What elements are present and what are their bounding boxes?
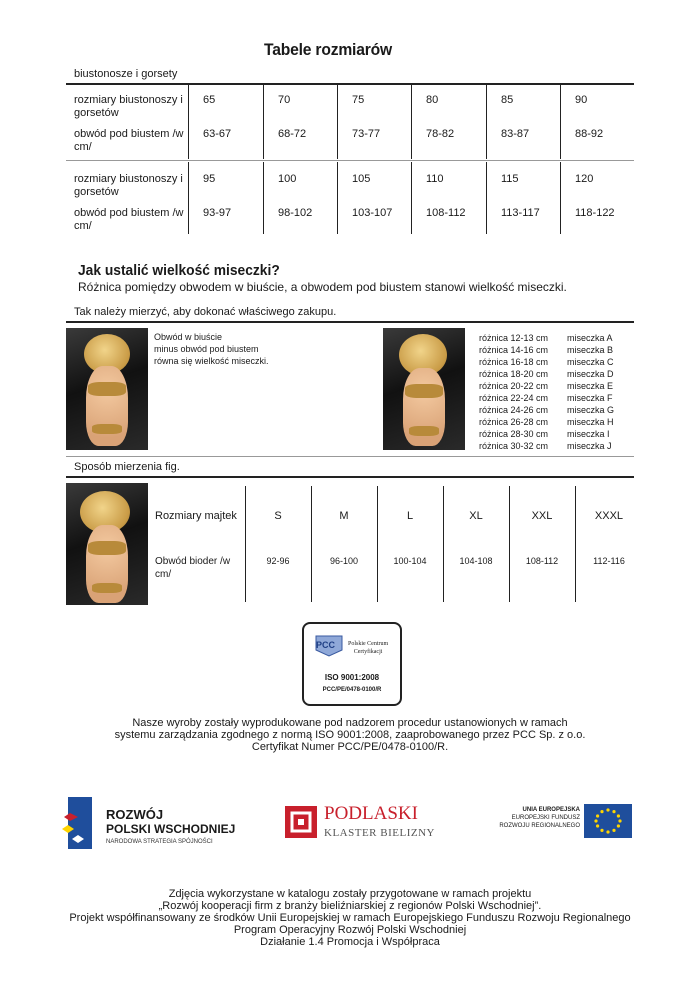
hip-label: Obwód bioder /w cm/ [155, 556, 231, 580]
table-cell: 120 [575, 173, 594, 185]
rpw-logo [60, 795, 260, 855]
figure-label: Sposób mierzenia fig. [74, 461, 180, 473]
table-cell: 108-112 [426, 207, 466, 219]
list-item: różnica 22-24 cm miseczka F [479, 393, 613, 403]
table-cell: 88-92 [575, 128, 604, 140]
table-cell: 63-67 [203, 128, 232, 140]
table-cell: 83-87 [501, 128, 530, 140]
size-label: Rozmiary majtek [155, 510, 237, 522]
list-item: różnica 24-26 cm miseczka G [479, 405, 615, 415]
row-label: obwód pod biustem /w cm/ [74, 128, 184, 153]
footer [0, 888, 700, 948]
rpw-logo-text: NARODOWA STRATEGIA SPÓJNOŚCI [106, 839, 213, 845]
divider [66, 476, 634, 478]
table-cell: 90 [575, 94, 588, 106]
table-cell: 100-104 [393, 556, 427, 566]
list-item: różnica 26-28 cm miseczka H [479, 417, 614, 427]
cert-org [348, 640, 388, 656]
table-cell: 92-96 [266, 556, 290, 566]
table-cell: XL [469, 510, 483, 522]
footer-line: Działanie 1.4 Promocja i Współpraca [260, 936, 440, 948]
table-cell: 112-116 [593, 556, 625, 566]
table-cell: 78-82 [426, 128, 455, 140]
cert-org-line: Certyfikacji [353, 649, 383, 655]
divider [66, 160, 634, 161]
table-cell: 98-102 [278, 207, 313, 219]
table-cell: 118-122 [575, 207, 615, 219]
cert-org-line: Polskie Centrum [348, 641, 389, 647]
rpw-logo-icon [60, 795, 100, 851]
list-item: różnica 20-22 cm miseczka E [479, 381, 614, 391]
table-cell: 75 [352, 94, 365, 106]
measure-note-line: minus obwód pod biustem [154, 344, 259, 354]
list-item: różnica 12-13 cm miseczka A [479, 333, 613, 343]
table-divider [188, 85, 189, 159]
table-cell: 80 [426, 94, 439, 106]
table-divider [411, 85, 412, 159]
cert-number: PCC/PE/0478-0100/R [322, 687, 382, 693]
certificate-badge [302, 622, 402, 706]
table-cell: 73-77 [352, 128, 381, 140]
eu-text-line: EUROPEJSKI FUNDUSZ [511, 815, 580, 821]
table-cell: 96-100 [329, 556, 359, 566]
table-divider [263, 85, 264, 159]
table-cell: L [406, 510, 414, 522]
podlaski-logo [284, 803, 454, 843]
table-cell: XXL [531, 510, 553, 522]
list-item: różnica 14-16 cm miseczka B [479, 345, 614, 355]
model-photo [66, 328, 148, 450]
page-title: Tabele rozmiarów [263, 40, 392, 59]
divider [66, 83, 634, 85]
cert-text [0, 717, 700, 753]
table-divider [560, 162, 561, 234]
table-divider [486, 162, 487, 234]
table-cell: 108-112 [525, 556, 559, 566]
divider [66, 456, 634, 457]
table-divider [486, 85, 487, 159]
table-cell: 115 [501, 173, 519, 185]
footer-line: Program Operacyjny Rozwój Polski Wschodniej [233, 924, 467, 936]
cup-heading: Jak ustalić wielkość miseczki? [78, 262, 280, 279]
table-divider [337, 85, 338, 159]
list-item: różnica 28-30 cm miseczka I [479, 429, 610, 439]
table-cell: 113-117 [501, 207, 540, 219]
table-cell: 105 [352, 173, 371, 185]
table-cell: 104-108 [459, 556, 493, 566]
table-divider [188, 162, 189, 234]
list-item: różnica 18-20 cm miseczka D [479, 369, 614, 379]
eu-logo-text [480, 806, 580, 830]
measure-note [154, 331, 269, 367]
table-cell: 68-72 [278, 128, 307, 140]
divider [66, 321, 634, 323]
list-item: różnica 16-18 cm miseczka C [479, 357, 614, 367]
table-cell: 95 [203, 173, 216, 185]
row-label: obwód pod biustem /w cm/ [74, 207, 184, 232]
row-label: rozmiary biustonoszy i gorsetów [74, 173, 183, 198]
footer-line: „Rozwój kooperacji firm z branży bieliźniarskiej z regionów Polski Wschodniej”. [158, 900, 542, 912]
table-cell: 103-107 [352, 207, 393, 219]
table-divider [337, 162, 338, 234]
cup-lead: Różnica pomiędzy obwodem w biuście, a obwodem pod biustem stanowi wielkość miseczki. [78, 280, 567, 294]
table-divider [377, 486, 378, 602]
model-photo [66, 483, 148, 605]
cert-iso: ISO 9001:2008 [324, 673, 380, 682]
table-divider [311, 486, 312, 602]
table-divider [509, 486, 510, 602]
rpw-logo-text: POLSKI WSCHODNIEJ [106, 822, 236, 836]
footer-line: Projekt współfinansowany ze środków Unii Europejskiej w ramach Europejskiego Funduszu Rozwoju Regionalnego [69, 912, 631, 924]
table-divider [575, 486, 576, 602]
rpw-logo-text: ROZWÓJ [106, 807, 164, 822]
measure-note-line: równa się wielkość miseczki. [154, 356, 269, 366]
table-cell: 65 [203, 94, 216, 106]
cert-text-line: systemu zarządzania zgodnego z normą ISO 9001:2008, zaaprobowanego przez PCC Sp. z o.o. [114, 729, 586, 741]
podlaski-logo-text: PODLASKI [324, 803, 418, 824]
table-cell: 85 [501, 94, 514, 106]
eu-text-line: UNIA EUROPEJSKA [522, 807, 580, 813]
podlaski-logo-text: KLASTER BIELIZNY [324, 827, 435, 839]
podlaski-logo-icon [284, 805, 318, 839]
cert-text-line: Nasze wyroby zostały wyprodukowane pod nadzorem procedur ustanowionych w ramach [132, 717, 568, 729]
bra-section-label: biustonosze i gorsety [74, 68, 178, 80]
table-divider [411, 162, 412, 234]
table-divider [263, 162, 264, 234]
table-cell: 100 [278, 173, 297, 185]
table-divider [245, 486, 246, 602]
eu-text-line: ROZWOJU REGIONALNEGO [499, 823, 580, 829]
table-cell: 93-97 [203, 207, 232, 219]
measure-label: Tak należy mierzyć, aby dokonać właściwego zakupu. [74, 306, 337, 318]
table-cell: 70 [278, 94, 291, 106]
table-cell: M [339, 510, 349, 522]
row-label: rozmiary biustonoszy i gorsetów [74, 94, 183, 119]
list-item: różnica 30-32 cm miseczka J [479, 441, 612, 451]
measure-note-line: Obwód w biuście [154, 332, 223, 342]
cert-text-line: Certyfikat Numer PCC/PE/0478-0100/R. [251, 741, 449, 753]
table-cell: XXXL [594, 510, 624, 522]
table-cell: S [274, 510, 282, 522]
model-photo [383, 328, 465, 450]
table-divider [560, 85, 561, 159]
footer-line: Zdjęcia wykorzystane w katalogu zostały przygotowane w ramach projektu [168, 888, 532, 900]
pcc-logo-text: PCC [316, 640, 336, 650]
table-divider [443, 486, 444, 602]
table-cell: 110 [426, 173, 444, 185]
eu-flag-icon [584, 804, 632, 838]
cup-list [479, 332, 614, 452]
